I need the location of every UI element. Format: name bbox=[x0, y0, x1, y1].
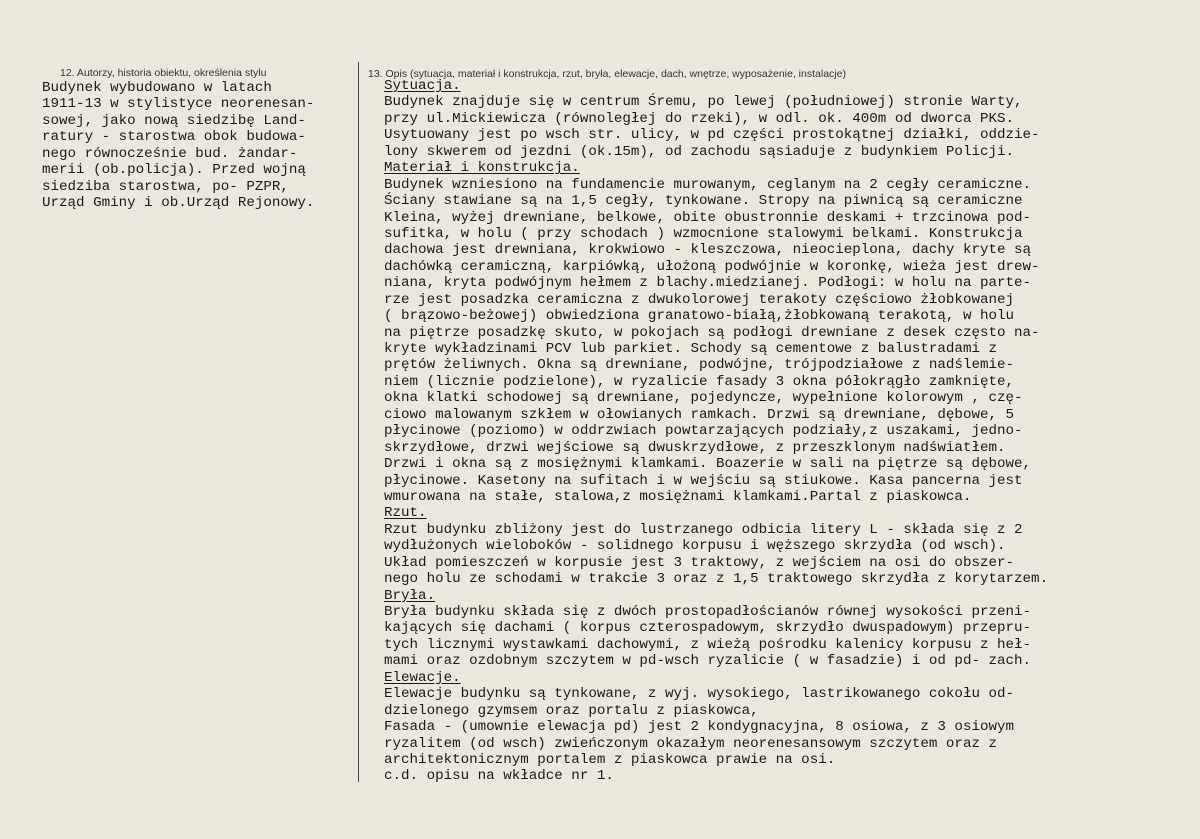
description-line: Kleina, wyżej drewniane, belkowe, obite obustronnie deskami + trzcinowa pod- bbox=[384, 209, 1032, 226]
field-label-description: 13. Opis (sytuacja, materiał i konstrukcja, rzut, bryła, elewacje, dach, wnętrze, wyposażenie, instalacje) bbox=[368, 68, 846, 80]
history-line: 1911-13 w stylistyce neorenesan- bbox=[42, 96, 315, 113]
description-line: wydłużonych wieloboków - solidnego korpusu i węższego skrzydła (od wsch). bbox=[384, 538, 1006, 555]
description-line: niem (licznie podzielone), w ryzalicie fasady 3 okna półokrągło zamknięte, bbox=[384, 373, 1015, 390]
description-line: dachowa jest drewniana, krokwiowo - kleszczowa, nieocieplona, dachy kryte są bbox=[384, 242, 1032, 259]
description-line: płycinowe (poziomo) w oddrzwiach powtarzających podziały,z uszakami, jedno- bbox=[384, 423, 1023, 440]
history-line: siedziba starostwa, po- PZPR, bbox=[42, 178, 289, 195]
history-text bbox=[42, 80, 314, 212]
description-line: rze jest posadzka ceramiczna z dwukolorowej terakoty częściowo żłobkowanej bbox=[384, 291, 1015, 308]
history-line: nego równocześnie bud. żandar- bbox=[42, 145, 298, 162]
description-line: okna klatki schodowej są drewniane, pojedyncze, wypełnione kolorowym , czę- bbox=[384, 390, 1023, 407]
description-line: ryzalitem (od wsch) zwieńczonym okazałym neorenesansowym szczytem oraz z bbox=[384, 735, 997, 752]
description-line: przy ul.Mickiewicza (równoległej do rzeki), w odl. ok. 400m od dworca PKS. bbox=[384, 110, 1015, 127]
description-line: Ściany stawiane są na 1,5 cegły, tynkowane. Stropy na piwnicą są ceramiczne bbox=[384, 193, 1023, 210]
description-line: na piętrze posadzkę skuto, w pokojach są podłogi drewniane z desek często na- bbox=[384, 324, 1040, 341]
history-line: Budynek wybudowano w latach bbox=[42, 80, 272, 96]
description-line: tych licznymi wystawkami dachowymi, z wieżą pośrodku kalenicy korpusu z heł- bbox=[384, 636, 1032, 653]
description-line: Drzwi i okna są z mosiężnymi klamkami. Boazerie w sali na piętrze są dębowe, bbox=[384, 456, 1032, 473]
history-line: merii (ob.policja). Przed wojną bbox=[42, 162, 306, 179]
description-line: architektonicznym portalem z piaskowca prawie na osi. bbox=[384, 751, 836, 768]
column-divider bbox=[358, 62, 359, 782]
description-line: skrzydłowe, drzwi wejściowe są dwuskrzydłowe, z przeszklonym nadświatłem. bbox=[384, 439, 1006, 456]
description-line: sufitka, w holu ( przy schodach ) wzmocnione stalowymi belkami. Konstrukcja bbox=[384, 225, 1023, 242]
section-heading: Rzut. bbox=[384, 505, 427, 522]
description-line: wmurowana na stałe, stalowa,z mosiężnami klamkami.Partal z piaskowca. bbox=[384, 488, 972, 505]
description-line: Bryła budynku składa się z dwóch prostopadłościanów równej wysokości przeni- bbox=[384, 604, 1032, 620]
history-line: sowej, jako nową siedzibę Land- bbox=[42, 112, 306, 129]
history-line: ratury - starostwa obok budowa- bbox=[42, 129, 306, 146]
description-line: c.d. opisu na wkładce nr 1. bbox=[384, 768, 614, 785]
description-line: kryte wykładzinami PCV lub parkiet. Schody są cementowe z balustradami z bbox=[384, 341, 997, 357]
description-line: niana, kryta podwójnym hełmem z blachy.miedzianej. Podłogi: w holu na parte- bbox=[384, 275, 1032, 292]
section-heading: Bryła. bbox=[384, 587, 436, 604]
description-line: płycinowe. Kasetony na sufitach i w wejściu są stiukowe. Kasa pancerna jest bbox=[384, 472, 1023, 489]
description-text bbox=[384, 78, 1048, 785]
description-line: Usytuowany jest po wsch str. ulicy, w pd części prostokątnej działki, oddzie- bbox=[384, 127, 1040, 144]
description-line: ciowo malowanym szkłem w ołowianych ramkach. Drzwi są drewniane, dębowe, 5 bbox=[384, 406, 1015, 423]
description-line: nego holu ze schodami w trakcie 3 oraz z 1,5 traktowego skrzydła z korytarzem. bbox=[384, 571, 1049, 588]
description-line: Budynek wzniesiono na fundamencie murowanym, ceglanym na 2 cegły ceramiczne. bbox=[384, 176, 1032, 193]
description-line: kających się dachami ( korpus czterospadowym, skrzydło dwuspadowym) przepru- bbox=[384, 620, 1032, 637]
description-line: ( brązowo-beżowej) obwiedziona granatowo-białą,żłobkowaną terakotą, w holu bbox=[384, 308, 1015, 325]
description-line: mami oraz ozdobnym szczytem w pd-wsch ryzalicie ( w fasadzie) i od pd- zach. bbox=[384, 653, 1032, 670]
description-line: Budynek znajduje się w centrum Śremu, po lewej (południowej) stronie Warty, bbox=[384, 94, 1023, 111]
description-line: Układ pomieszczeń w korpusie jest 3 traktowy, z wejściem na osi do obszer- bbox=[384, 554, 1015, 571]
section-heading: Sytuacja. bbox=[384, 78, 461, 94]
description-line: Rzut budynku zbliżony jest do lustrzanego odbicia litery L - składa się z 2 bbox=[384, 521, 1023, 538]
description-line: Elewacje budynku są tynkowane, z wyj. wysokiego, lastrikowanego cokołu od- bbox=[384, 686, 1015, 703]
description-line: dachówką ceramiczną, karpiówką, ułożoną podwójnie w koronkę, wieża jest drew- bbox=[384, 258, 1040, 275]
description-line: lony skwerem od jezdni (ok.15m), od zachodu sąsiaduje z budynkiem Policji. bbox=[384, 143, 1015, 160]
description-line: prętów żeliwnych. Okna są drewniane, podwójne, trójpodziałowe z nadślemie- bbox=[384, 357, 1015, 374]
section-heading: Elewacje. bbox=[384, 669, 461, 686]
section-heading: Materiał i konstrukcja. bbox=[384, 160, 580, 177]
history-line: Urząd Gminy i ob.Urząd Rejonowy. bbox=[42, 195, 315, 212]
description-line: dzielonego gzymsem oraz portalu z piaskowca, bbox=[384, 702, 759, 719]
field-label-history: 12. Autorzy, historia obiektu, określenia stylu bbox=[60, 67, 267, 79]
description-line: Fasada - (umownie elewacja pd) jest 2 kondygnacyjna, 8 osiowa, z 3 osiowym bbox=[384, 719, 1015, 736]
